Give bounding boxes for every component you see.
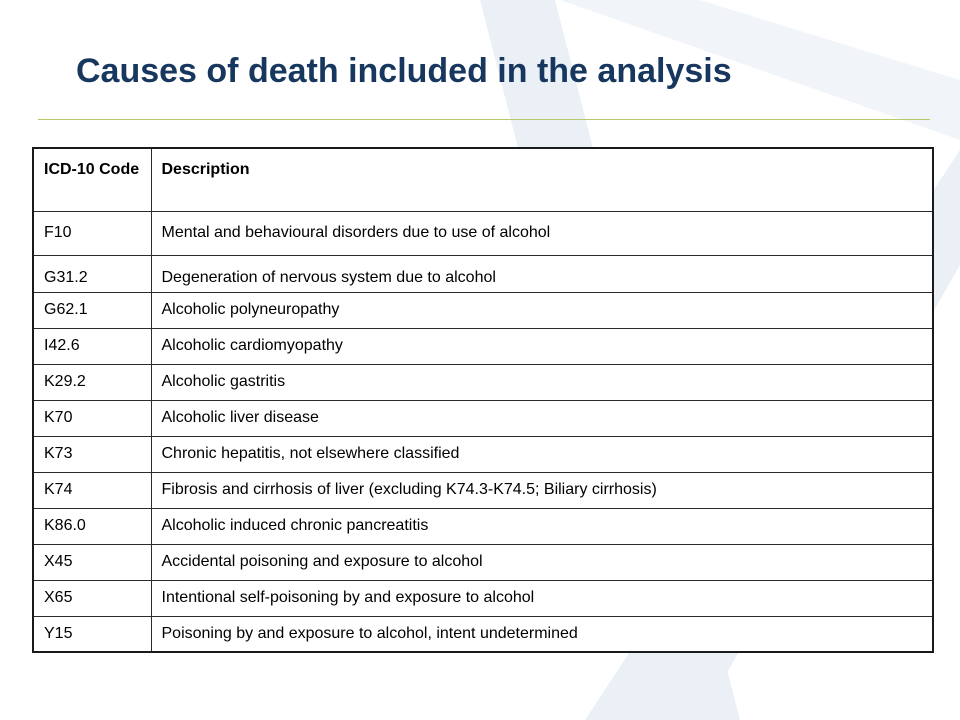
description-cell: Accidental poisoning and exposure to alcohol (151, 544, 933, 580)
table-row (33, 255, 933, 292)
description-cell: Alcoholic cardiomyopathy (151, 328, 933, 364)
header-description (151, 148, 933, 211)
description-cell: Mental and behavioural disorders due to use of alcohol (151, 211, 933, 255)
table-row (33, 472, 933, 508)
page-title: Causes of death included in the analysis (76, 52, 732, 90)
code-cell: G31.2 (33, 255, 151, 292)
description-cell: Intentional self-poisoning by and exposure to alcohol (151, 580, 933, 616)
description-cell: Degeneration of nervous system due to alcohol (151, 255, 933, 292)
header-code-label: ICD-10 Code (44, 161, 140, 178)
description-cell: Alcoholic gastritis (151, 364, 933, 400)
description-cell: Poisoning by and exposure to alcohol, intent undetermined (151, 616, 933, 652)
description-cell: Chronic hepatitis, not elsewhere classified (151, 436, 933, 472)
table-row (33, 508, 933, 544)
table-row (33, 580, 933, 616)
code-cell: Y15 (33, 616, 151, 652)
code-cell: F10 (33, 211, 151, 255)
table-row (33, 436, 933, 472)
code-cell: G62.1 (33, 292, 151, 328)
description-cell: Alcoholic polyneuropathy (151, 292, 933, 328)
table-row (33, 211, 933, 255)
code-cell: K70 (33, 400, 151, 436)
table-row (33, 364, 933, 400)
table-header-row (33, 148, 933, 211)
code-cell: K74 (33, 472, 151, 508)
table-row (33, 400, 933, 436)
code-cell: K86.0 (33, 508, 151, 544)
code-cell: X45 (33, 544, 151, 580)
description-cell: Alcoholic induced chronic pancreatitis (151, 508, 933, 544)
code-cell: K73 (33, 436, 151, 472)
description-cell: Alcoholic liver disease (151, 400, 933, 436)
table-row (33, 616, 933, 652)
title-divider (38, 119, 930, 120)
header-description-label: Description (161, 161, 250, 178)
table-row (33, 328, 933, 364)
code-cell: X65 (33, 580, 151, 616)
description-cell: Fibrosis and cirrhosis of liver (excluding K74.3-K74.5; Biliary cirrhosis) (151, 472, 933, 508)
table-row (33, 544, 933, 580)
icd-codes-table (32, 147, 934, 653)
code-cell: K29.2 (33, 364, 151, 400)
table-row (33, 292, 933, 328)
code-cell: I42.6 (33, 328, 151, 364)
header-code (33, 148, 151, 211)
